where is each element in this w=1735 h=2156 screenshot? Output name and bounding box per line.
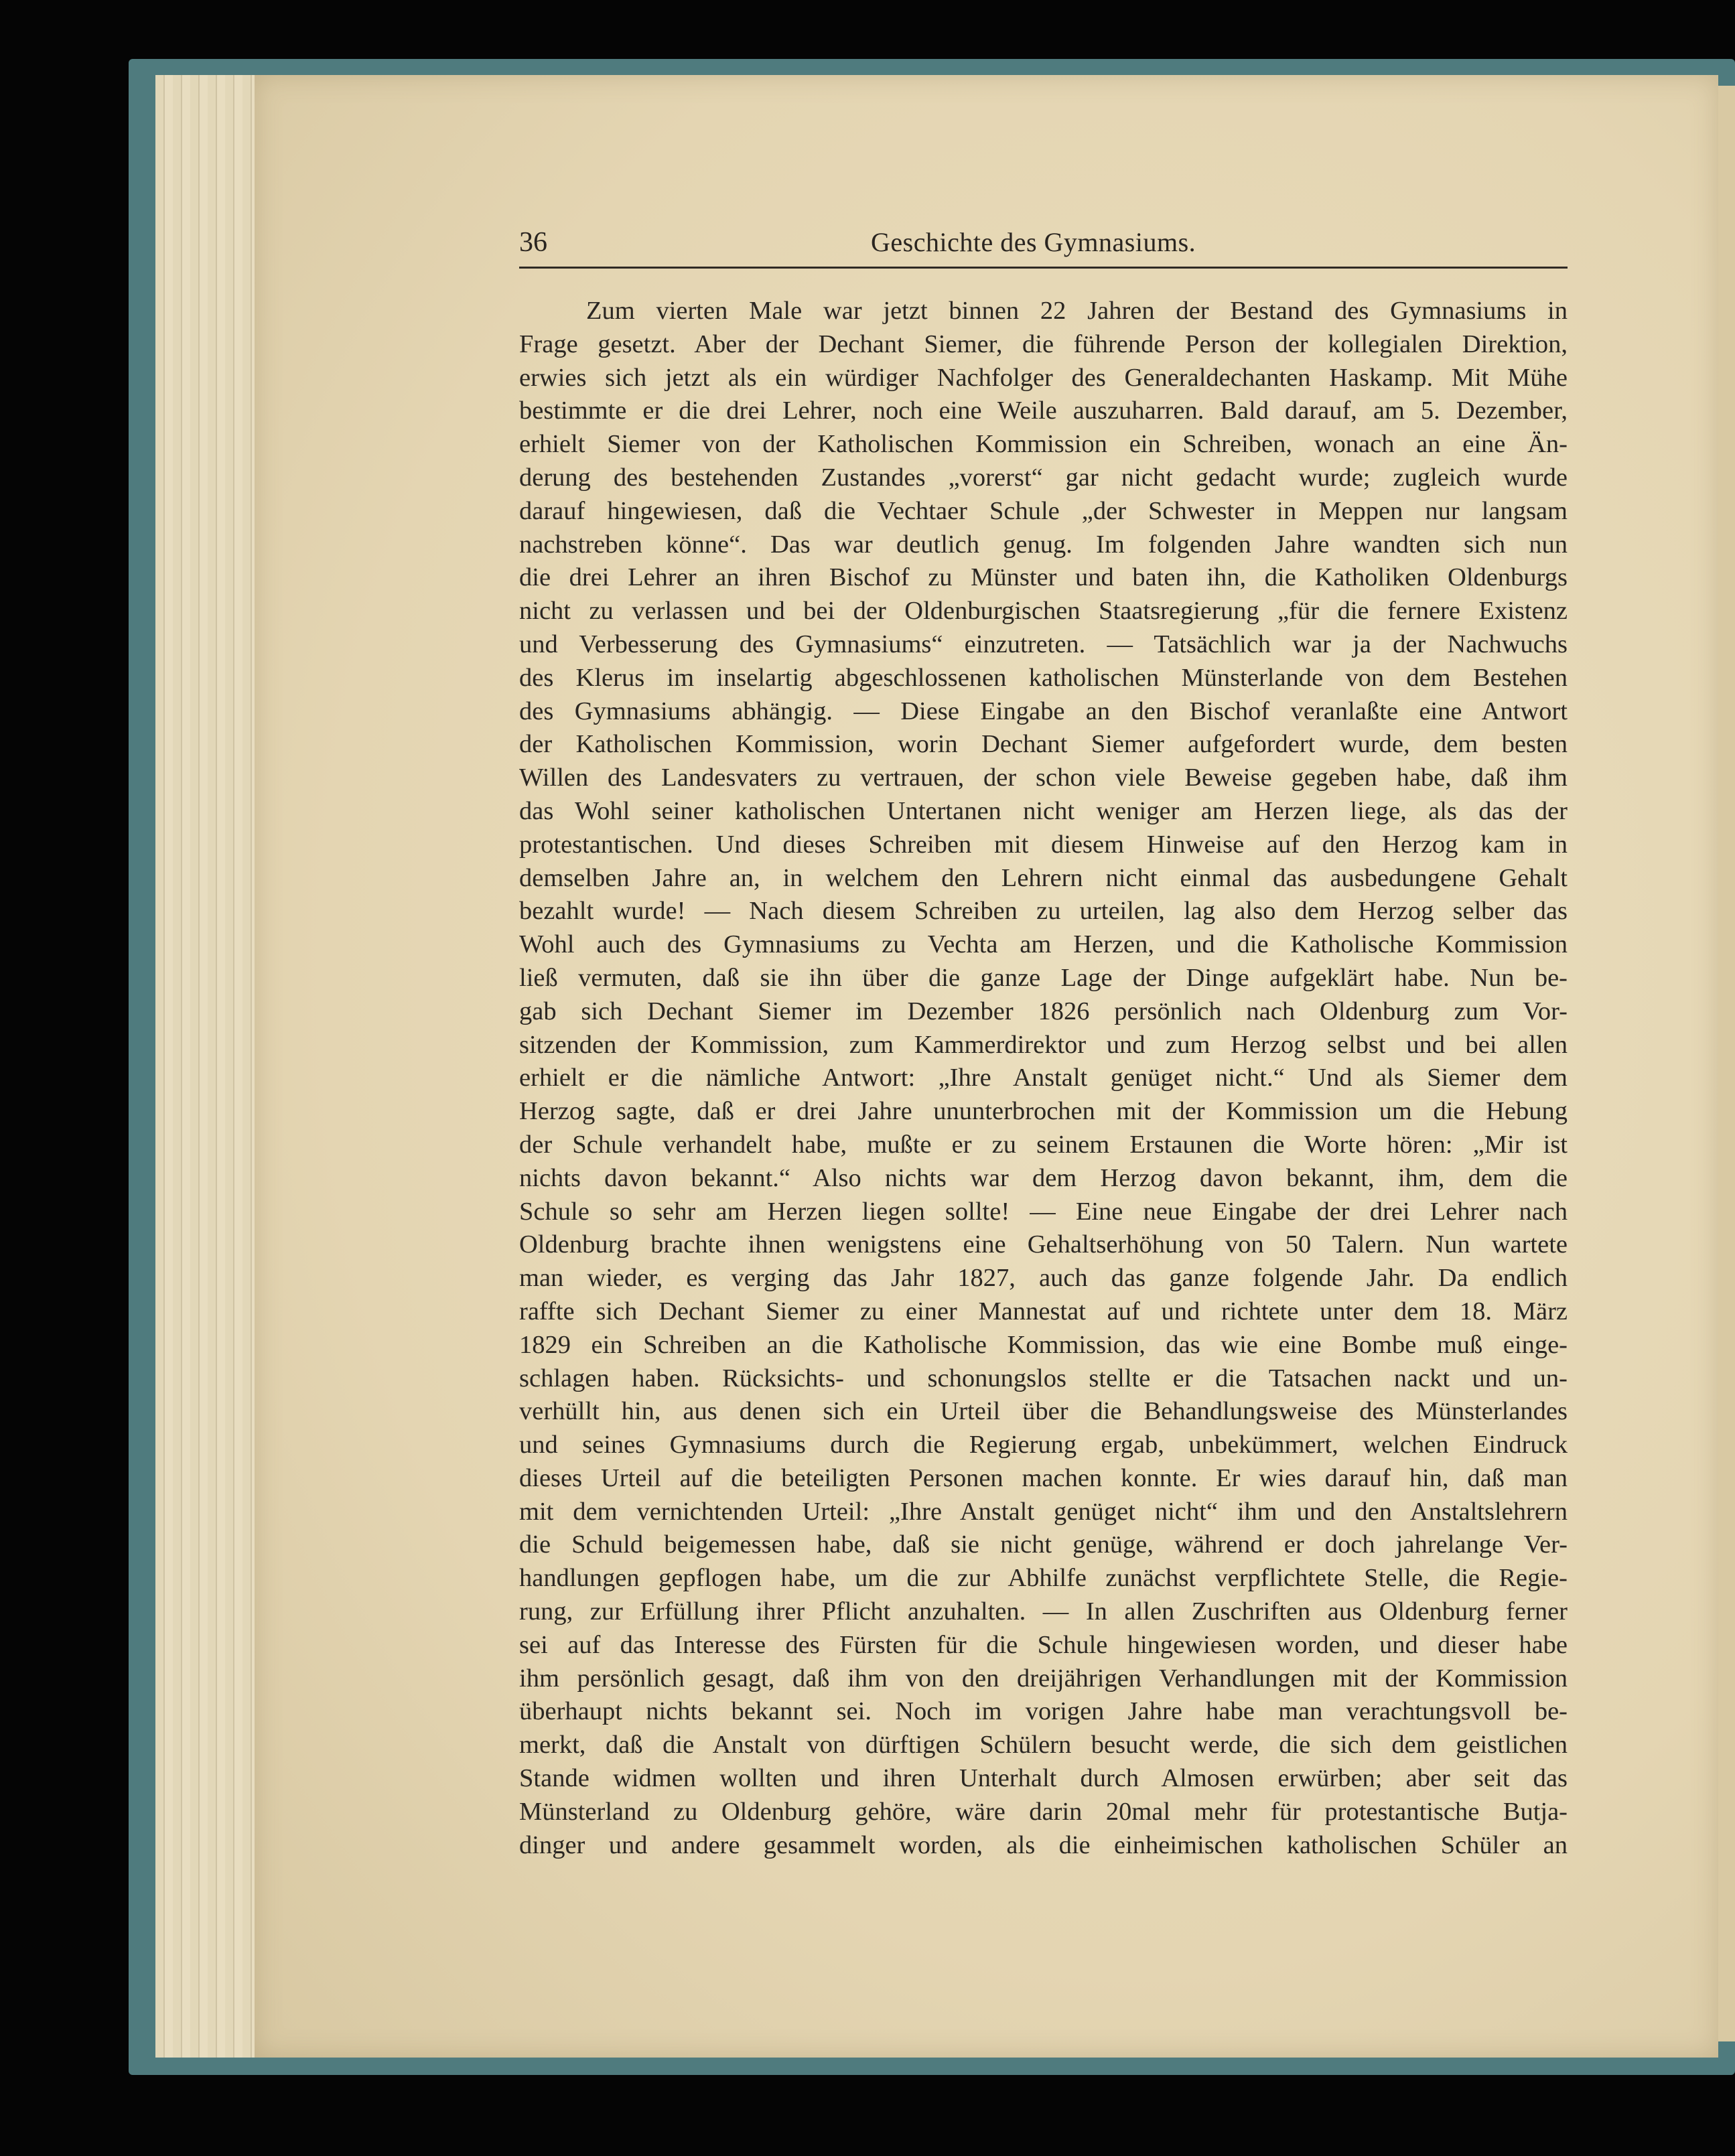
text-line: des Gymnasiums abhängig. — Diese Eingabe an den Bischof veranlaßte eine Antwort [519, 697, 1568, 725]
text-line: erhielt Siemer von der Katholischen Kommission ein Schreiben, wonach an eine Än- [519, 430, 1568, 459]
text-line: verhüllt hin, aus denen sich ein Urteil über die Behandlungsweise des Münsterlandes [519, 1397, 1568, 1426]
text-line: ihm persönlich gesagt, daß ihm von den dreijährigen Verhandlungen mit der Kommission [519, 1664, 1568, 1693]
text-line: bezahlt wurde! — Nach diesem Schreiben zu urteilen, lag also dem Herzog selber das [519, 897, 1568, 926]
text-line: und seines Gymnasiums durch die Regierung ergab, unbekümmert, welchen Eindruck [519, 1431, 1568, 1459]
text-line: Oldenburg brachte ihnen wenigstens eine Gehaltserhöhung von 50 Talern. Nun wartete [519, 1230, 1568, 1259]
text-line: erhielt er die nämliche Antwort: „Ihre Anstalt genüget nicht.“ Und als Siemer dem [519, 1064, 1568, 1092]
text-line: überhaupt nichts bekannt sei. Noch im vorigen Jahre habe man verachtungsvoll be- [519, 1697, 1568, 1726]
text-line: Willen des Landesvaters zu vertrauen, der schon viele Beweise gegeben habe, daß ihm [519, 764, 1568, 792]
text-line: Wohl auch des Gymnasiums zu Vechta am Herzen, und die Katholische Kommission [519, 930, 1568, 959]
text-line: mit dem vernichtenden Urteil: „Ihre Anstalt genüget nicht“ ihm und den Anstaltslehrern [519, 1497, 1568, 1526]
text-line: Frage gesetzt. Aber der Dechant Siemer, die führende Person der kollegialen Direktion, [519, 330, 1568, 358]
header-rule [519, 267, 1568, 269]
text-line: der Katholischen Kommission, worin Dechant Siemer aufgefordert wurde, dem besten [519, 730, 1568, 759]
text-line: protestantischen. Und dieses Schreiben mit diesem Hinweise auf den Herzog kam in [519, 830, 1568, 859]
text-line: dinger und andere gesammelt worden, als die einheimischen katholischen Schüler an [519, 1830, 1568, 1859]
text-line: des Klerus im inselartig abgeschlossenen katholischen Münsterlande von dem Bestehen [519, 663, 1568, 692]
text-line: die Schuld beigemessen habe, daß sie nicht genüge, während er doch jahrelange Ver- [519, 1530, 1568, 1559]
text-line: nachstreben könne“. Das war deutlich genug. Im folgenden Jahre wandten sich nun [519, 530, 1568, 559]
text-line: die drei Lehrer an ihren Bischof zu Münster und baten ihn, die Katholiken Oldenburgs [519, 563, 1568, 592]
text-line: bestimmte er die drei Lehrer, noch eine Weile auszuharren. Bald darauf, am 5. Dezember, [519, 397, 1568, 425]
text-line: nichts davon bekannt.“ Also nichts war dem Herzog davon bekannt, ihm, dem die [519, 1163, 1568, 1192]
text-line: Stande widmen wollten und ihren Unterhalt durch Almosen erwürben; aber seit das [519, 1764, 1568, 1793]
text-line: raffte sich Dechant Siemer zu einer Mannestat auf und richtete unter dem 18. März [519, 1297, 1568, 1325]
text-line: Münsterland zu Oldenburg gehöre, wäre darin 20mal mehr für protestantische Butja- [519, 1797, 1568, 1826]
text-line: Herzog sagte, daß er drei Jahre ununterbrochen mit der Kommission um die Hebung [519, 1097, 1568, 1126]
text-line: sitzenden der Kommission, zum Kammerdirektor und zum Herzog selbst und bei allen [519, 1030, 1568, 1059]
text-line: Zum vierten Male war jetzt binnen 22 Jahren der Bestand des Gymnasiums in [586, 297, 1568, 325]
text-line: derung des bestehenden Zustandes „vorerst“ gar nicht gedacht wurde; zugleich wurde [519, 463, 1568, 492]
text-line: Schule so sehr am Herzen liegen sollte! — Eine neue Eingabe der drei Lehrer nach [519, 1197, 1568, 1226]
running-title: Geschichte des Gymnasiums. [871, 227, 1196, 257]
text-line: demselben Jahre an, in welchem den Lehrern nicht einmal das ausbedungene Gehalt [519, 863, 1568, 892]
text-line: das Wohl seiner katholischen Untertanen nicht weniger am Herzen liege, als das der [519, 796, 1568, 825]
text-line: rung, zur Erfüllung ihrer Pflicht anzuhalten. — In allen Zuschriften aus Oldenburg ferner [519, 1597, 1568, 1626]
text-line: dieses Urteil auf die beteiligten Personen machen konnte. Er wies darauf hin, daß man [519, 1463, 1568, 1492]
text-line: man wieder, es verging das Jahr 1827, auch das ganze folgende Jahr. Da endlich [519, 1264, 1568, 1293]
text-line: nicht zu verlassen und bei der Oldenburgischen Staatsregierung „für die fernere Existenz [519, 597, 1568, 626]
page-edges [155, 75, 263, 2058]
text-line: der Schule verhandelt habe, mußte er zu seinem Erstaunen die Worte hören: „Mir ist [519, 1130, 1568, 1159]
text-line: merkt, daß die Anstalt von dürftigen Schülern besucht werde, die sich dem geistlichen [519, 1731, 1568, 1759]
text-line: schlagen haben. Rücksichts- und schonungslos stellte er die Tatsachen nackt und un- [519, 1364, 1568, 1392]
text-line: handlungen gepflogen habe, um die zur Abhilfe zunächst verpflichtete Stelle, die Regie- [519, 1564, 1568, 1593]
text-line: und Verbesserung des Gymnasiums“ einzutreten. — Tatsächlich war ja der Nachwuchs [519, 630, 1568, 658]
text-line: gab sich Dechant Siemer im Dezember 1826 persönlich nach Oldenburg zum Vor- [519, 997, 1568, 1025]
text-line: 1829 ein Schreiben an die Katholische Kommission, das wie eine Bombe muß einge- [519, 1330, 1568, 1359]
text-line: darauf hingewiesen, daß die Vechtaer Schule „der Schwester in Meppen nur langsam [519, 496, 1568, 525]
page-number: 36 [519, 227, 547, 258]
page-header [519, 221, 1568, 268]
body-text [519, 295, 1568, 1862]
text-line: sei auf das Interesse des Fürsten für die Schule hingewiesen worden, und dieser habe [519, 1630, 1568, 1659]
text-line: ließ vermuten, daß sie ihn über die ganze Lage der Dinge aufgeklärt habe. Nun be- [519, 963, 1568, 992]
text-line: erwies sich jetzt als ein würdiger Nachfolger des Generaldechanten Haskamp. Mit Mühe [519, 363, 1568, 392]
